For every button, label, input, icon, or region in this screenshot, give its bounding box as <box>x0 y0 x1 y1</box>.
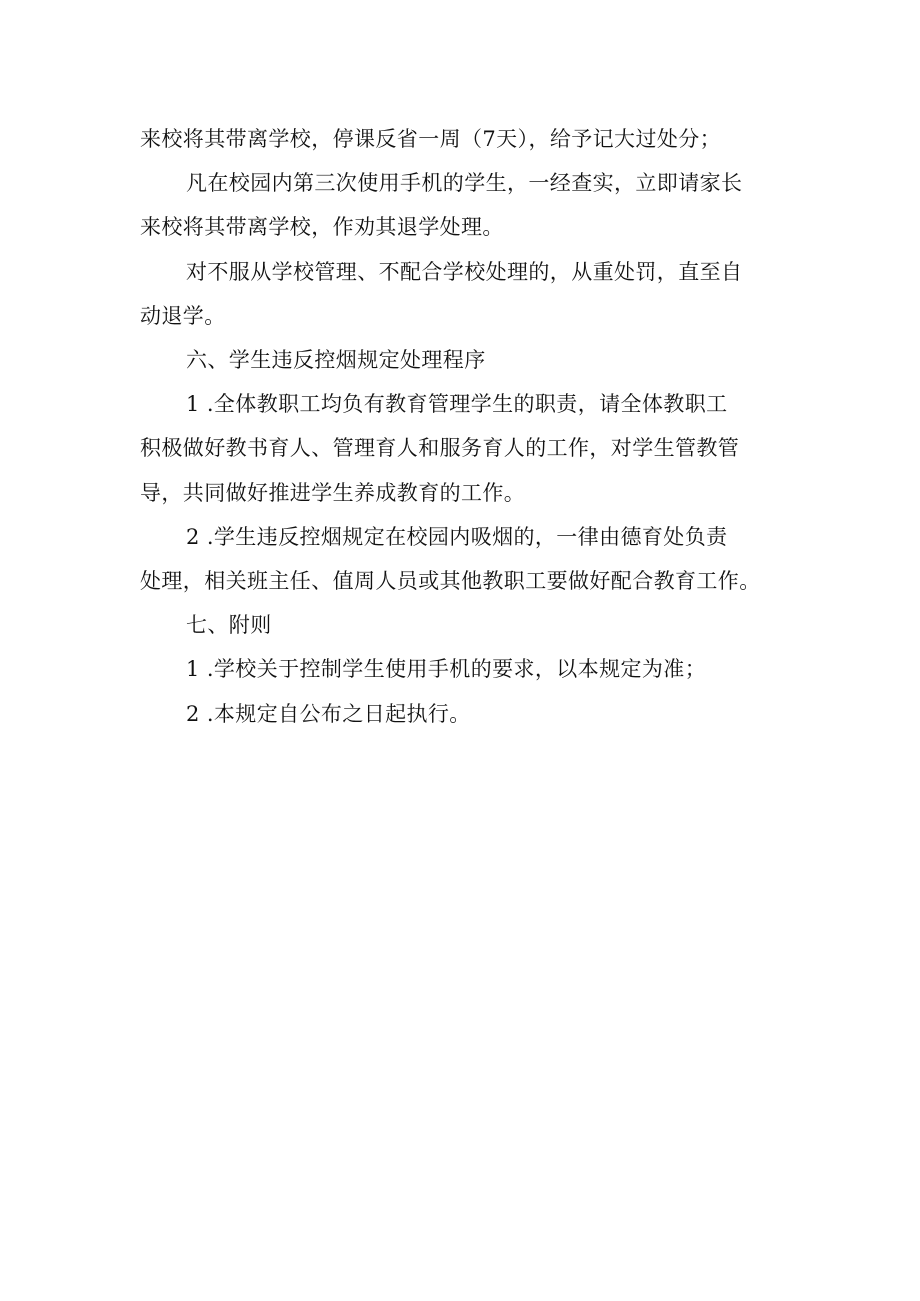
text-line: 导，共同做好推进学生养成教育的工作。 <box>140 480 526 505</box>
text-line: 2 .学生违反控烟规定在校园内吸烟的，一律由德育处负责 <box>186 524 728 549</box>
text-line: 2 .本规定自公布之日起执行。 <box>186 701 471 726</box>
text-line: 1 .全体教职工均负有教育管理学生的职责，请全体教职工 <box>186 392 728 417</box>
text-line: 积极做好教书育人、管理育人和服务育人的工作，对学生管教管 <box>140 436 740 461</box>
text-line: 处理，相关班主任、值周人员或其他教职工要做好配合教育工作。 <box>140 569 761 594</box>
document-body <box>140 117 785 736</box>
text-line: 1 .学校关于控制学生使用手机的要求，以本规定为准； <box>186 657 707 682</box>
text-line: 对不服从学校管理、不配合学校处理的，从重处罚，直至自 <box>186 259 743 284</box>
section-heading: 六、学生违反控烟规定处理程序 <box>186 348 486 373</box>
section-heading: 七、附则 <box>186 613 272 638</box>
text-line: 动退学。 <box>140 303 226 328</box>
text-line: 来校将其带离学校，作劝其退学处理。 <box>140 215 504 240</box>
text-line: 来校将其带离学校，停课反省一周（7天），给予记大过处分； <box>140 127 722 151</box>
text-line: 凡在校园内第三次使用手机的学生，一经查实，立即请家长 <box>186 171 743 196</box>
